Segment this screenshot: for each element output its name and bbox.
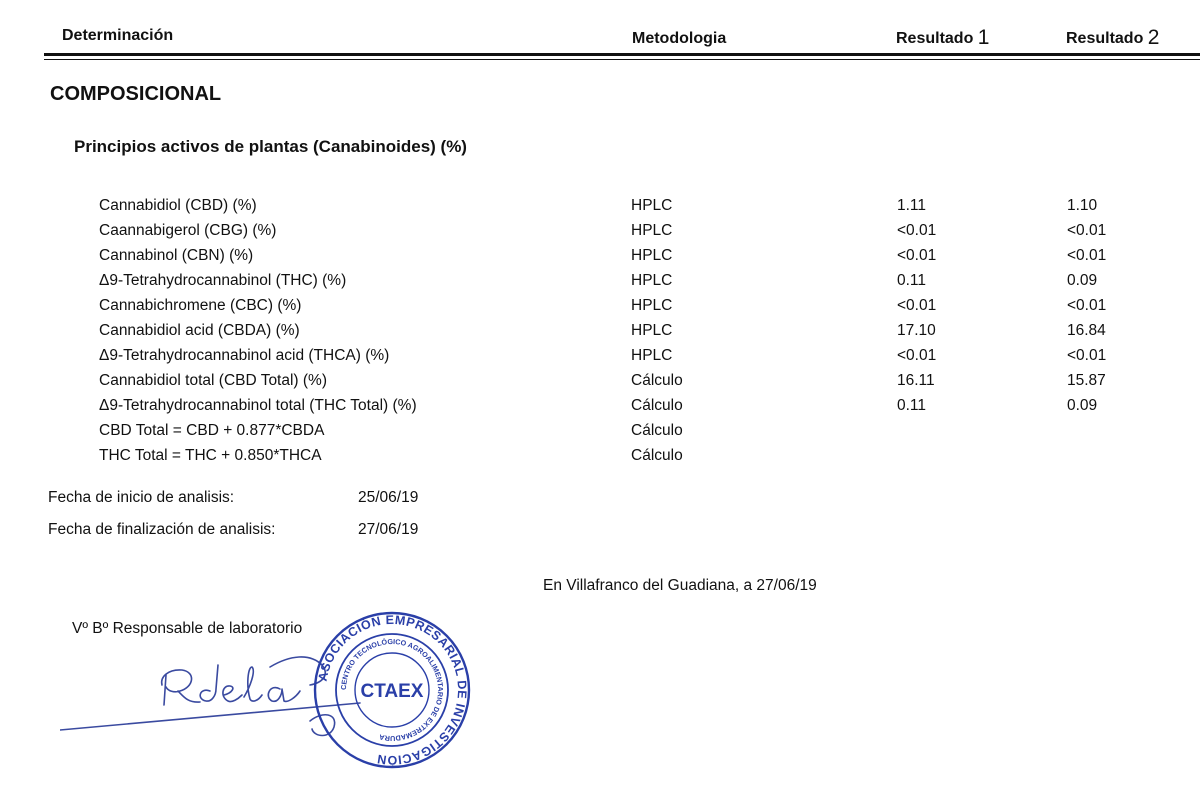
header-rule-thick bbox=[44, 53, 1200, 56]
row-name: Cannabidiol acid (CBDA) (%) bbox=[99, 322, 300, 339]
row-name: Δ9-Tetrahydrocannabinol (THC) (%) bbox=[99, 272, 347, 289]
row-result-1: 0.11 bbox=[897, 272, 927, 289]
table-row bbox=[0, 272, 1200, 297]
row-method: HPLC bbox=[631, 247, 673, 264]
stamp-center-text: CTAEX bbox=[360, 681, 424, 702]
row-result-1: <0.01 bbox=[897, 222, 937, 239]
column-header-metodologia: Metodologia bbox=[632, 30, 727, 47]
row-result-1: <0.01 bbox=[897, 247, 937, 264]
row-result-1: 1.11 bbox=[897, 197, 927, 214]
row-name: CBD Total = CBD + 0.877*CBDA bbox=[99, 422, 325, 439]
table-row bbox=[0, 422, 1200, 447]
row-name: Caannabigerol (CBG) (%) bbox=[99, 222, 277, 239]
row-method: HPLC bbox=[631, 222, 673, 239]
column-header-resultado-2 bbox=[1066, 25, 1159, 49]
row-name: Cannabidiol total (CBD Total) (%) bbox=[99, 372, 328, 389]
row-result-2: <0.01 bbox=[1067, 347, 1107, 364]
start-date-label: Fecha de inicio de analisis: bbox=[48, 489, 235, 506]
resultado-1-number: 1 bbox=[977, 26, 990, 49]
subsection-title: Principios activos de plantas (Canabinoides) (%) bbox=[74, 137, 467, 156]
row-method: HPLC bbox=[631, 197, 673, 214]
row-method: HPLC bbox=[631, 347, 673, 364]
header-rule-thin bbox=[44, 59, 1200, 60]
row-method: Cálculo bbox=[631, 397, 683, 414]
table-row bbox=[0, 247, 1200, 272]
column-header-resultado-1 bbox=[896, 25, 989, 49]
table-row bbox=[0, 197, 1200, 222]
stamp-inner-text: CENTRO TECNOLÓGICO AGROALIMENTARIO DE EXTREMADURA bbox=[338, 636, 446, 744]
table-row bbox=[0, 322, 1200, 347]
row-result-1: <0.01 bbox=[897, 297, 937, 314]
start-date-value: 25/06/19 bbox=[358, 489, 419, 506]
row-result-2: 0.09 bbox=[1067, 272, 1098, 289]
section-title: COMPOSICIONAL bbox=[50, 83, 222, 105]
signature-label: Vº Bº Responsable de laboratorio bbox=[72, 620, 303, 637]
row-method: Cálculo bbox=[631, 447, 683, 464]
row-result-2: <0.01 bbox=[1067, 297, 1107, 314]
row-result-1: 17.10 bbox=[897, 322, 936, 339]
table-row bbox=[0, 397, 1200, 422]
end-date-value: 27/06/19 bbox=[358, 521, 419, 538]
row-name: Cannabichromene (CBC) (%) bbox=[99, 297, 302, 314]
row-name: Cannabinol (CBN) (%) bbox=[99, 247, 254, 264]
row-result-1: <0.01 bbox=[897, 347, 937, 364]
row-method: Cálculo bbox=[631, 422, 683, 439]
resultado-2-number: 2 bbox=[1147, 26, 1160, 49]
place-date: En Villafranco del Guadiana, a 27/06/19 bbox=[543, 577, 817, 594]
table-row bbox=[0, 347, 1200, 372]
row-result-2: <0.01 bbox=[1067, 222, 1107, 239]
row-name: Δ9-Tetrahydrocannabinol acid (THCA) (%) bbox=[99, 347, 390, 364]
table-row bbox=[0, 222, 1200, 247]
row-method: HPLC bbox=[631, 272, 673, 289]
row-result-1: 0.11 bbox=[897, 397, 927, 414]
row-name: Δ9-Tetrahydrocannabinol total (THC Total) (%) bbox=[99, 397, 417, 414]
resultado-2-label: Resultado bbox=[1066, 30, 1144, 47]
row-result-1: 16.11 bbox=[897, 372, 935, 389]
row-method: HPLC bbox=[631, 297, 673, 314]
row-name: THC Total = THC + 0.850*THCA bbox=[99, 447, 322, 464]
resultado-1-label: Resultado bbox=[896, 30, 974, 47]
column-header-determinacion: Determinación bbox=[62, 27, 174, 44]
row-result-2: 16.84 bbox=[1067, 322, 1106, 339]
row-name: Cannabidiol (CBD) (%) bbox=[99, 197, 257, 214]
row-method: HPLC bbox=[631, 322, 673, 339]
end-date-label: Fecha de finalización de analisis: bbox=[48, 521, 276, 538]
row-result-2: 15.87 bbox=[1067, 372, 1106, 389]
stamp-outer-text: ASOCIACIÓN EMPRESARIAL DE INVESTIGACIÓN bbox=[315, 612, 470, 768]
row-result-2: 0.09 bbox=[1067, 397, 1098, 414]
ctaex-stamp bbox=[312, 610, 472, 770]
table-row bbox=[0, 447, 1200, 472]
row-result-2: 1.10 bbox=[1067, 197, 1098, 214]
row-method: Cálculo bbox=[631, 372, 683, 389]
row-result-2: <0.01 bbox=[1067, 247, 1107, 264]
table-row bbox=[0, 372, 1200, 397]
table-row bbox=[0, 297, 1200, 322]
